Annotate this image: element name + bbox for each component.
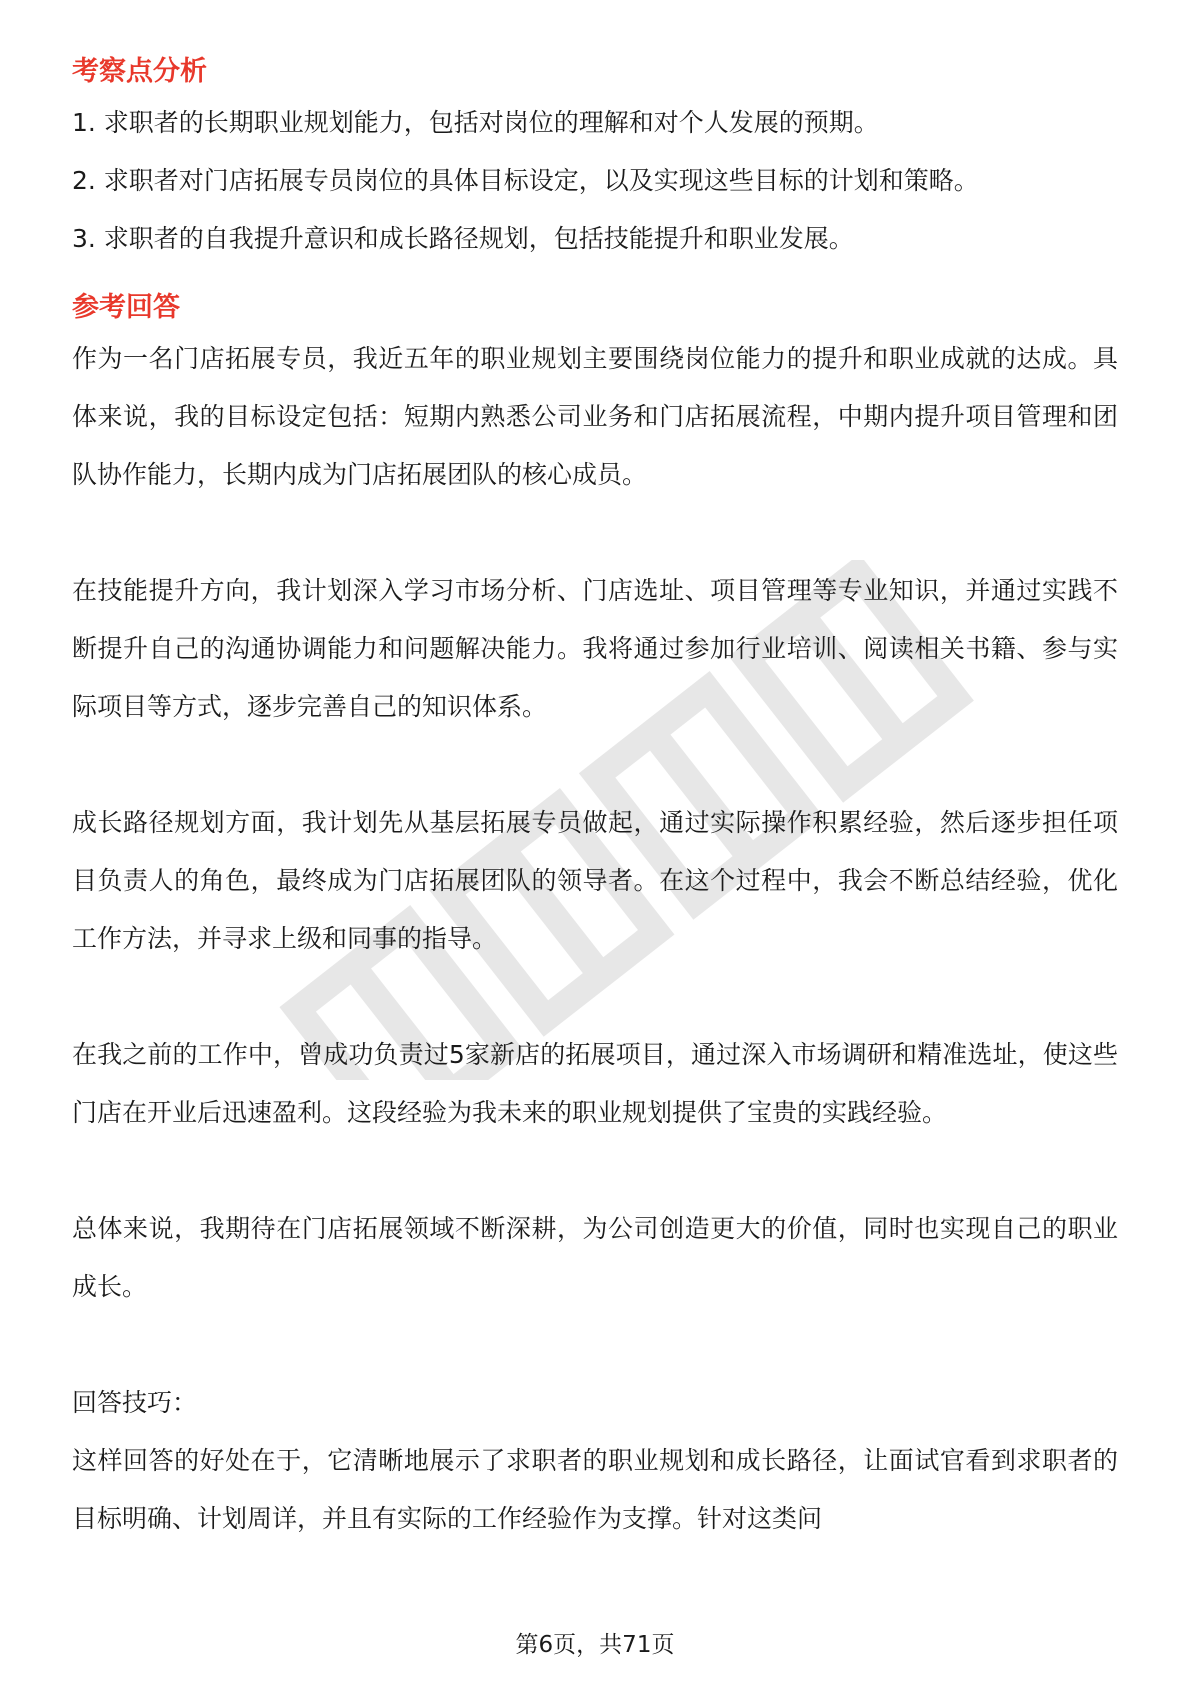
paragraph-spacer <box>72 504 1118 562</box>
answer-paragraph-1: 作为一名门店拓展专员，我近五年的职业规划主要围绕岗位能力的提升和职业成就的达成。具体来说，我的目标设定包括：短期内熟悉公司业务和门店拓展流程，中期内提升项目管理和团队协作能力，长期内成为门店拓展团队的核心成员。 <box>72 344 1118 489</box>
paragraph-spacer <box>72 1142 1118 1200</box>
answer-paragraph-3: 成长路径规划方面，我计划先从基层拓展专员做起，通过实际操作积累经验，然后逐步担任项目负责人的角色，最终成为门店拓展团队的领导者。在这个过程中，我会不断总结经验，优化工作方法，并寻求上级和同事的指导。 <box>72 808 1118 953</box>
answer-paragraph-4: 在我之前的工作中，曾成功负责过5家新店的拓展项目，通过深入市场调研和精准选址，使这些门店在开业后迅速盈利。这段经验为我未来的职业规划提供了宝贵的实践经验。 <box>72 1040 1118 1127</box>
tips-label: 回答技巧： <box>72 1388 198 1417</box>
tips-text: 这样回答的好处在于，它清晰地展示了求职者的职业规划和成长路径，让面试官看到求职者的目标明确、计划周详，并且有实际的工作经验作为支撑。针对这类问 <box>72 1446 1118 1533</box>
paragraph-spacer <box>72 968 1118 1026</box>
paragraph-spacer <box>72 1316 1118 1374</box>
answer-paragraph-2: 在技能提升方向，我计划深入学习市场分析、门店选址、项目管理等专业知识，并通过实践不断提升自己的沟通协调能力和问题解决能力。我将通过参加行业培训、阅读相关书籍、参与实际项目等方式，逐步完善自己的知识体系。 <box>72 576 1118 721</box>
analysis-heading: 考察点分析 <box>72 56 207 87</box>
answer-heading: 参考回答 <box>72 292 180 323</box>
paragraph-spacer <box>72 736 1118 794</box>
page-footer: 第6页，共71页 <box>515 1632 675 1658</box>
analysis-point-1: 1. 求职者的长期职业规划能力，包括对岗位的理解和对个人发展的预期。 <box>72 108 879 137</box>
analysis-point-3: 3. 求职者的自我提升意识和成长路径规划，包括技能提升和职业发展。 <box>72 224 854 253</box>
answer-paragraph-5: 总体来说，我期待在门店拓展领域不断深耕，为公司创造更大的价值，同时也实现自己的职业成长。 <box>72 1214 1118 1301</box>
document-page <box>72 50 1118 1548</box>
analysis-point-2: 2. 求职者对门店拓展专员岗位的具体目标设定，以及实现这些目标的计划和策略。 <box>72 166 979 195</box>
